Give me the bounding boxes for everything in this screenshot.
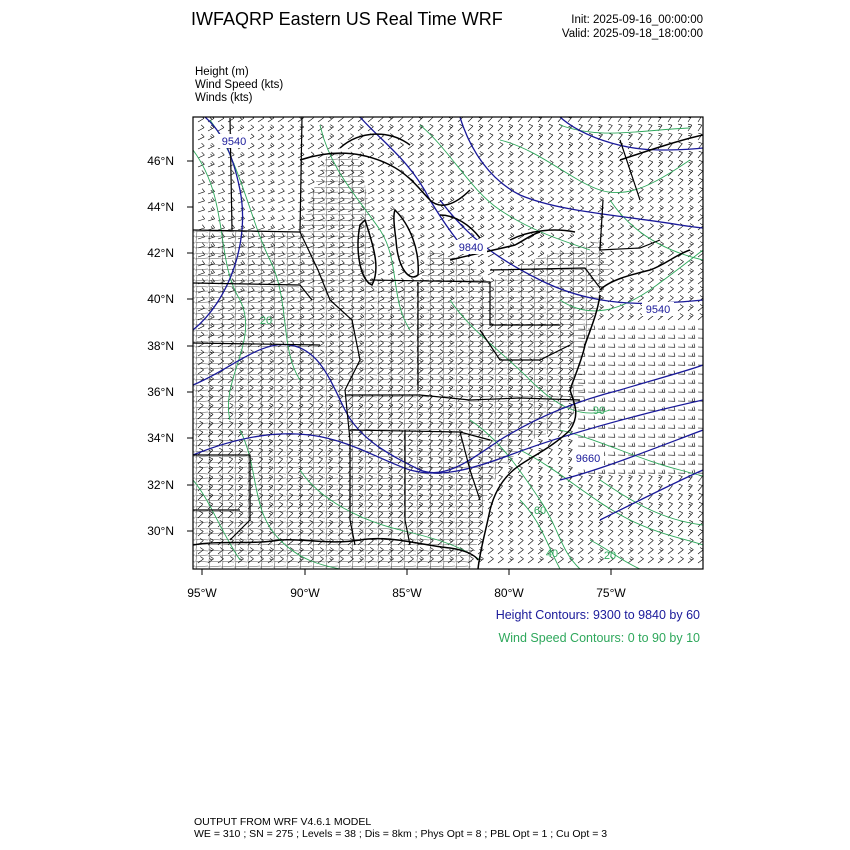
county-lines [193, 150, 610, 569]
height-contour-label: 9540 [645, 304, 671, 316]
lon-label: 85°W [392, 586, 422, 600]
lat-label: 46°N [147, 154, 174, 168]
model-info-line1: OUTPUT FROM WRF V4.6.1 MODEL [194, 816, 372, 828]
height-contour-label: 9840 [458, 242, 484, 254]
lon-label: 95°W [187, 586, 217, 600]
lat-label: 32°N [147, 478, 174, 492]
lat-label: 42°N [147, 246, 174, 260]
plot-title: IWFAQRP Eastern US Real Time WRF [191, 9, 503, 29]
field-label-wind-speed: Wind Speed (kts) [195, 79, 284, 91]
field-label-winds: Winds (kts) [195, 92, 253, 104]
valid-time: Valid: 2025-09-18_18:00:00 [561, 28, 703, 40]
lon-label: 75°W [596, 586, 626, 600]
wind-contour-label: 20 [259, 315, 273, 327]
wind-contour-label: 90 [592, 405, 606, 417]
lat-label: 30°N [147, 524, 174, 538]
lon-label: 90°W [290, 586, 320, 600]
map-content [193, 115, 705, 569]
height-contour-legend: Height Contours: 9300 to 9840 by 60 [495, 608, 700, 622]
init-time: Init: 2025-09-16_00:00:00 [571, 14, 703, 26]
wind-speed-contour-legend: Wind Speed Contours: 0 to 90 by 10 [498, 631, 700, 645]
lat-label: 40°N [147, 292, 174, 306]
wind-contour-label: 60 [533, 505, 547, 517]
model-info-line2: WE = 310 ; SN = 275 ; Levels = 38 ; Dis = 8km ; Phys Opt = 8 ; PBL Opt = 1 ; Cu Opt = 3 [194, 828, 608, 840]
height-contour-label: 9660 [575, 453, 601, 465]
lat-label: 36°N [147, 385, 174, 399]
wind-contour-label: 40 [545, 548, 559, 560]
lon-ticks [202, 569, 611, 575]
lat-label: 38°N [147, 339, 174, 353]
height-contour-label: 9540 [221, 136, 247, 148]
field-label-height: Height (m) [195, 66, 249, 78]
lat-label: 34°N [147, 431, 174, 445]
wind-contour-label: 20 [603, 550, 617, 562]
lon-label: 80°W [494, 586, 524, 600]
lat-label: 44°N [147, 200, 174, 214]
lat-ticks [187, 161, 193, 531]
